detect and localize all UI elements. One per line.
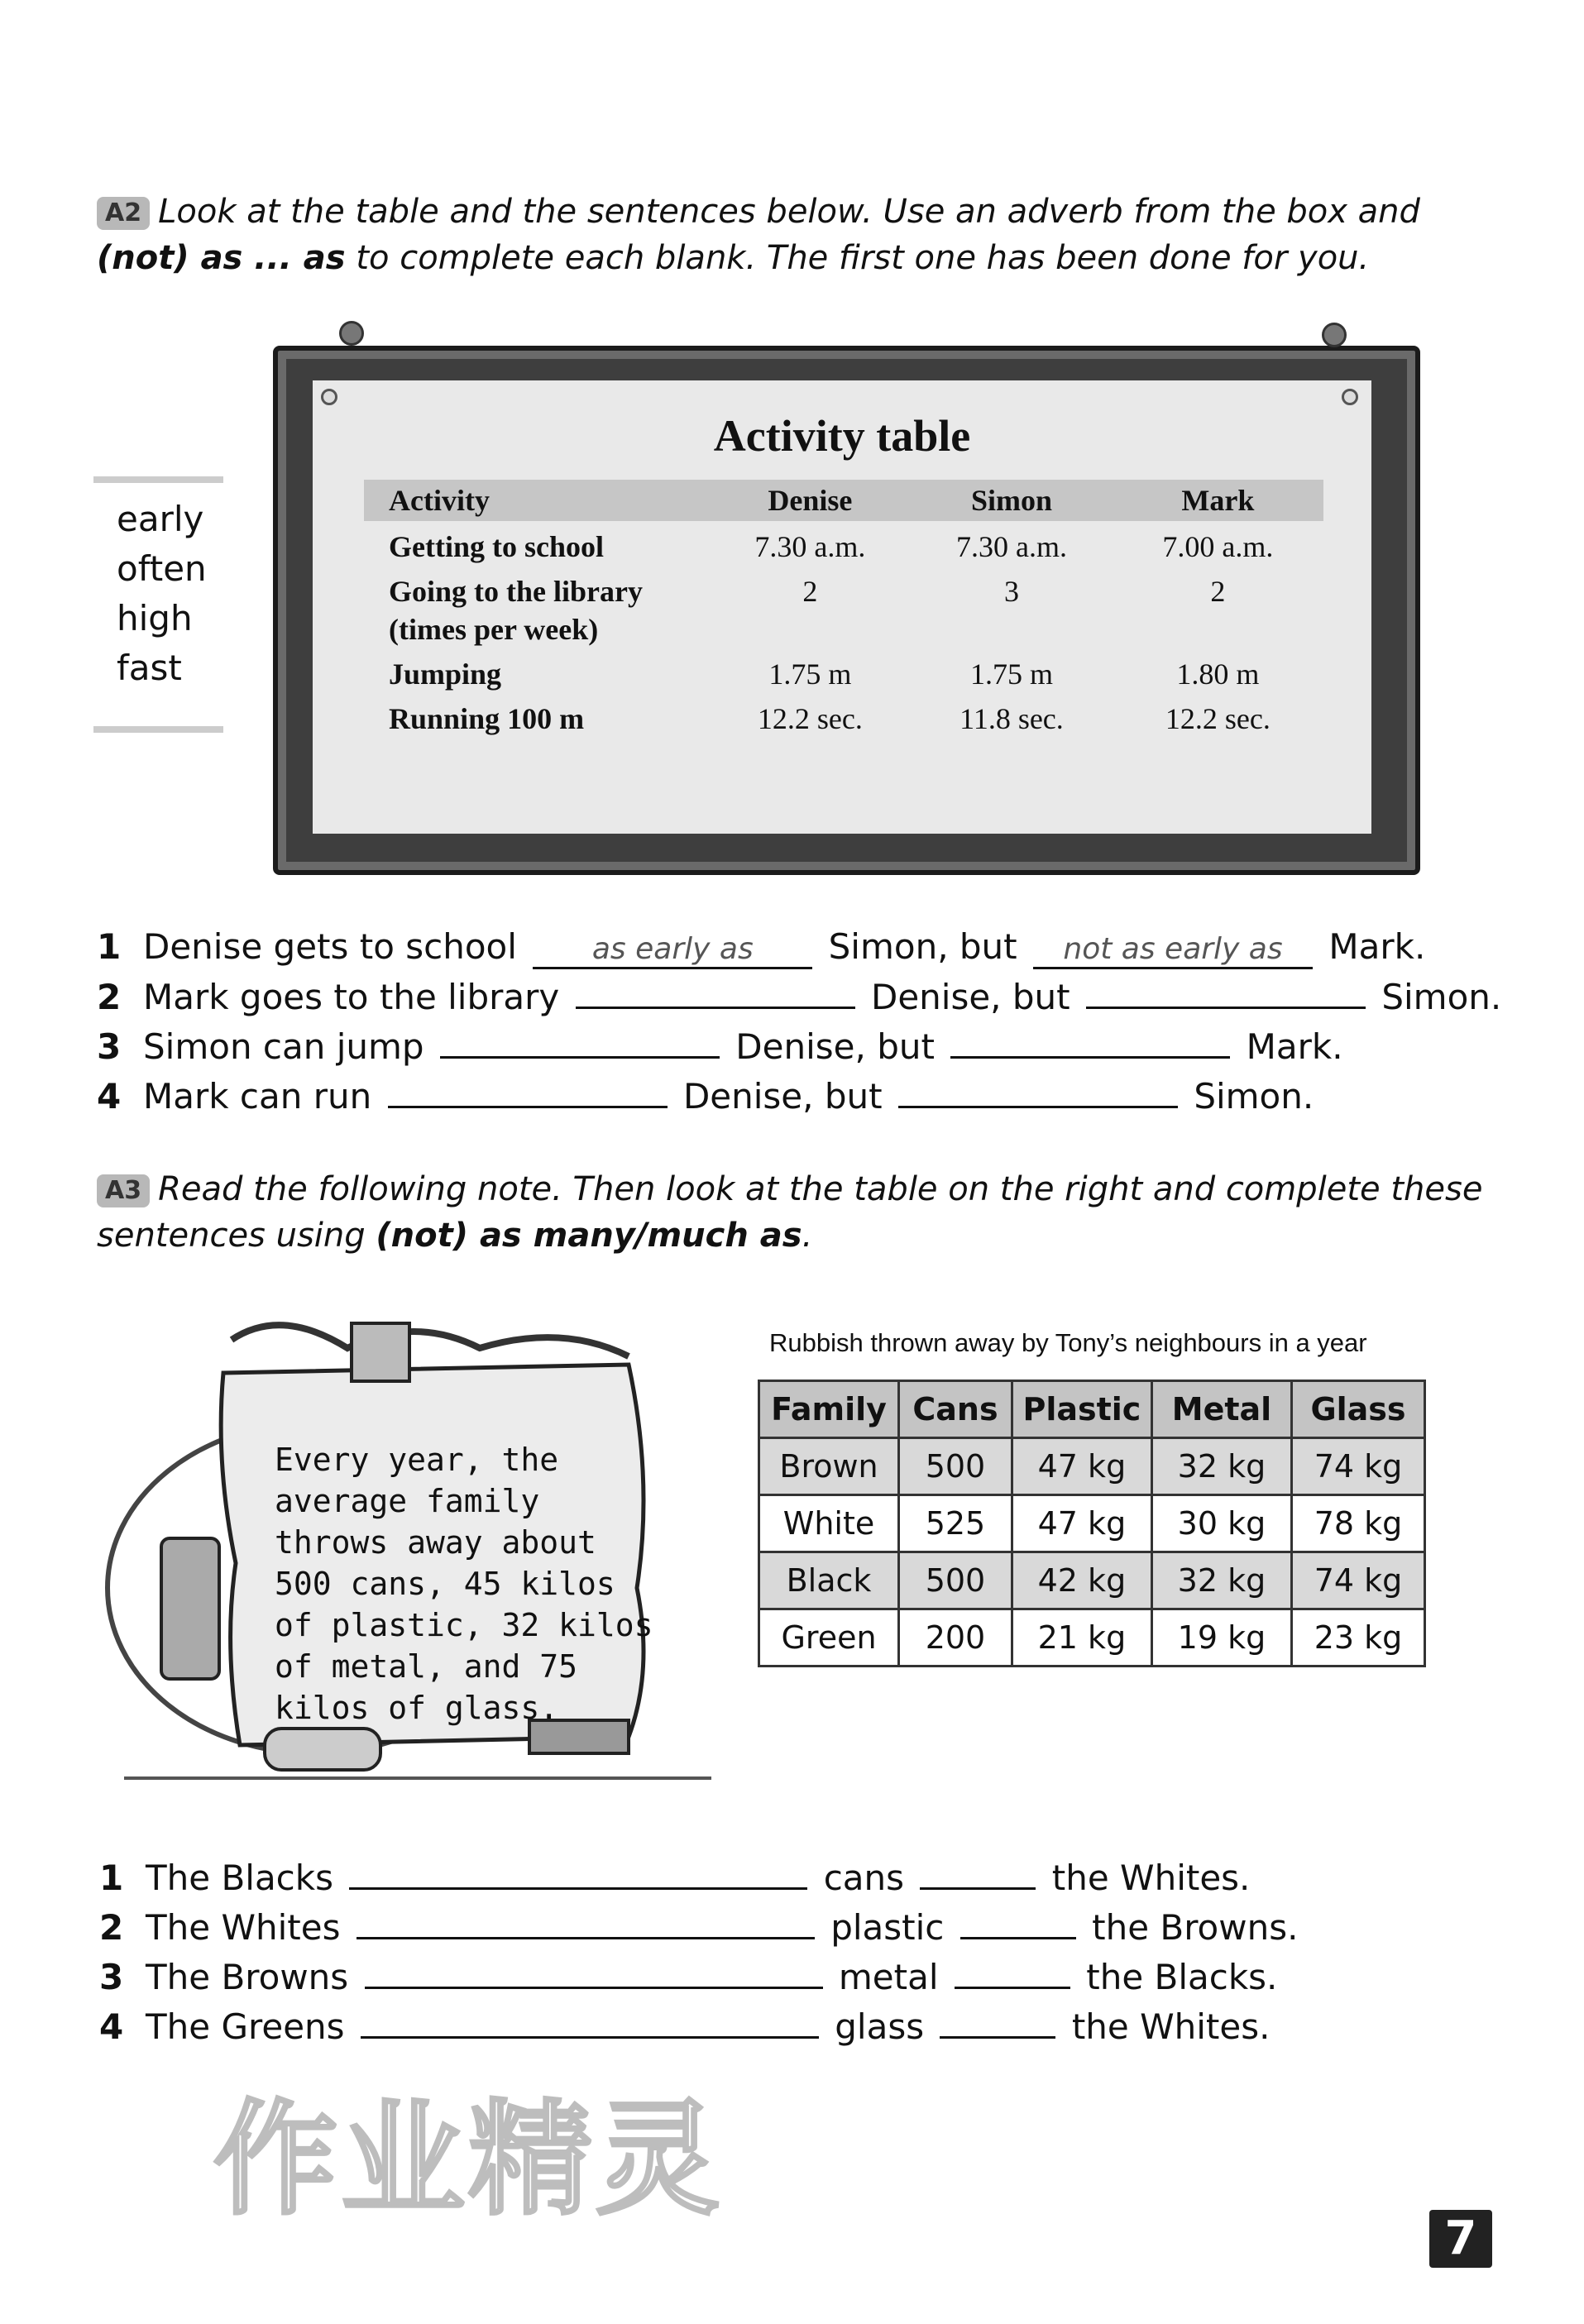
adverb-item: often <box>117 548 207 589</box>
sentence-middle: Simon, but <box>828 926 1017 967</box>
header-activity: Activity <box>364 480 710 521</box>
metal-cell: 30 kg <box>1151 1495 1291 1552</box>
mark-cell: 7.00 a.m. <box>1162 530 1274 563</box>
sentence-end: the Browns. <box>1092 1907 1299 1948</box>
a3-instruction <box>97 1166 1503 1259</box>
a2-instruction-line1: Look at the table and the sentences below. Use an adverb from the box and <box>158 193 1420 231</box>
activity-table-title: Activity table <box>713 411 971 461</box>
cans-cell: 200 <box>899 1609 1012 1666</box>
nail-right <box>1322 323 1347 347</box>
a3-sentence-1 <box>99 1853 1250 1903</box>
sentence-number: 2 <box>97 977 122 1017</box>
answer-blank-long[interactable] <box>361 2001 819 2039</box>
tin-can <box>352 1323 409 1381</box>
table-row <box>364 693 1323 738</box>
activity-cell <box>364 521 710 566</box>
sentence-number: 1 <box>99 1858 124 1898</box>
note-text: Every year, the average family throws away about 500 cans, 45 kilos of plastic, 32 kilos of metal, and 75 kilos of glass. <box>275 1442 653 1726</box>
mark-cell: 12.2 sec. <box>1165 702 1271 735</box>
metal-cell: 19 kg <box>1151 1609 1291 1666</box>
denise-cell: 1.75 m <box>768 658 852 691</box>
header-family: Family <box>759 1381 899 1438</box>
answer-blank[interactable] <box>576 972 855 1009</box>
glass-cell: 74 kg <box>1291 1552 1424 1609</box>
tube <box>265 1729 380 1770</box>
header-mark: Mark <box>1113 480 1323 521</box>
denise-cell: 12.2 sec. <box>757 702 863 735</box>
simon-cell: 3 <box>1003 575 1019 608</box>
answer-blank[interactable] <box>898 1071 1178 1108</box>
a2-sentence-4 <box>97 1071 1314 1121</box>
sentence-start: Denise gets to school <box>143 926 517 967</box>
glass-cell: 78 kg <box>1291 1495 1424 1552</box>
a2-sentence-3 <box>97 1021 1343 1072</box>
rubbish-table-caption: Rubbish thrown away by Tony’s neighbours in a year <box>769 1328 1367 1357</box>
sentence-middle: Denise, but <box>682 1076 883 1117</box>
activity-cell <box>364 693 710 738</box>
sentence-number: 3 <box>97 1026 122 1067</box>
answer-blank[interactable] <box>1086 972 1366 1009</box>
sentence-start: Simon can jump <box>143 1026 424 1067</box>
sentence-number: 3 <box>99 1957 124 1997</box>
plastic-cell: 21 kg <box>1012 1609 1151 1666</box>
a3-sentence-2 <box>99 1902 1298 1953</box>
sentence-word: metal <box>838 1957 939 1997</box>
family-cell: Green <box>759 1609 899 1666</box>
table-row <box>364 648 1323 693</box>
crumpled-rubbish-top <box>232 1325 629 1356</box>
sentence-word: plastic <box>830 1907 945 1948</box>
sentence-number: 1 <box>97 926 122 967</box>
sentence-word: glass <box>835 2006 925 2047</box>
a3-instruction-bold: (not) as many/much as <box>376 1217 802 1255</box>
a2-instruction-line2: to complete each blank. The first one has been done for you. <box>356 239 1370 277</box>
a3-instruction-line1: Read the following note. Then look at the table on the right and complete these <box>158 1170 1483 1208</box>
page-number: 7 <box>1429 2210 1492 2268</box>
answer-blank-short[interactable] <box>920 1853 1036 1890</box>
a2-badge: A2 <box>97 197 150 230</box>
sentence-start: The Blacks <box>146 1858 333 1898</box>
denise-cell: 2 <box>802 575 818 608</box>
nail-left <box>339 321 364 346</box>
cans-cell: 500 <box>899 1438 1012 1495</box>
answer-blank-short[interactable] <box>955 1952 1070 1989</box>
table-row <box>759 1609 1425 1666</box>
sentence-start: Mark goes to the library <box>143 977 560 1017</box>
mark-cell: 2 <box>1210 575 1226 608</box>
sentence-number: 4 <box>99 2006 124 2047</box>
a2-instruction <box>97 189 1503 281</box>
cans-cell: 525 <box>899 1495 1012 1552</box>
activity-label: Running 100 m <box>389 702 585 735</box>
sentence-number: 2 <box>99 1907 124 1948</box>
activity-label: Getting to school <box>389 530 604 563</box>
adverb-box <box>93 476 223 733</box>
activity-table <box>364 480 1323 738</box>
sentence-end: Simon. <box>1381 977 1502 1017</box>
activity-cell <box>364 566 710 648</box>
answer-blank-short[interactable] <box>940 2001 1055 2039</box>
table-row <box>364 521 1323 566</box>
a3-sentence-3 <box>99 1952 1277 2002</box>
adverb-item: high <box>117 598 193 638</box>
header-metal: Metal <box>1151 1381 1291 1438</box>
simon-cell: 11.8 sec. <box>959 702 1064 735</box>
answer-blank[interactable] <box>388 1071 668 1108</box>
cans-cell: 500 <box>899 1552 1012 1609</box>
sentence-end: the Whites. <box>1051 1858 1251 1898</box>
answer-blank-long[interactable] <box>349 1853 807 1890</box>
table-row <box>759 1495 1425 1552</box>
simon-cell: 1.75 m <box>969 658 1053 691</box>
family-cell: Black <box>759 1552 899 1609</box>
activity-label: Going to the library <box>389 575 643 608</box>
answer-blank[interactable] <box>440 1021 720 1059</box>
sentence-middle: Denise, but <box>870 977 1070 1017</box>
a2-sentence-2 <box>97 972 1501 1022</box>
sentence-word: cans <box>823 1858 905 1898</box>
screw-right <box>1342 389 1358 405</box>
sentence-number: 4 <box>97 1076 122 1117</box>
screw-left <box>321 389 337 405</box>
watermark: 作业精灵 <box>213 2088 724 2232</box>
family-cell: Brown <box>759 1438 899 1495</box>
sentence-end: Mark. <box>1328 926 1426 967</box>
header-cans: Cans <box>899 1381 1012 1438</box>
a3-instruction-line2: sentences using <box>97 1217 366 1255</box>
answer-blank-long[interactable] <box>357 1902 815 1939</box>
header-plastic: Plastic <box>1012 1381 1151 1438</box>
a3-badge: A3 <box>97 1174 150 1207</box>
adverb-item: fast <box>117 648 182 688</box>
family-cell: White <box>759 1495 899 1552</box>
table-row <box>364 566 1323 648</box>
answer-blank-long[interactable] <box>365 1952 823 1989</box>
sentence-middle: Denise, but <box>735 1026 935 1067</box>
sentence-end: Simon. <box>1194 1076 1314 1117</box>
simon-cell: 7.30 a.m. <box>955 530 1067 563</box>
table-row <box>759 1552 1425 1609</box>
header-simon: Simon <box>911 480 1113 521</box>
a3-instruction-end: . <box>802 1217 813 1255</box>
sentence-start: The Greens <box>146 2006 345 2047</box>
adverb-item: early <box>117 499 204 539</box>
sentence-end: the Whites. <box>1071 2006 1271 2047</box>
activity-sublabel: (times per week) <box>389 613 599 646</box>
bottle <box>161 1538 219 1679</box>
sentence-end: Mark. <box>1246 1026 1343 1067</box>
glass-cell: 23 kg <box>1291 1609 1424 1666</box>
plastic-cell: 47 kg <box>1012 1495 1151 1552</box>
sentence-start: Mark can run <box>143 1076 372 1117</box>
header-glass: Glass <box>1291 1381 1424 1438</box>
a2-instruction-bold: (not) as ... as <box>97 239 346 277</box>
a3-sentence-4 <box>99 2001 1270 2052</box>
plastic-cell: 42 kg <box>1012 1552 1151 1609</box>
rubbish-table <box>758 1380 1426 1667</box>
glass-cell: 74 kg <box>1291 1438 1424 1495</box>
header-denise: Denise <box>710 480 912 521</box>
answer-blank[interactable] <box>950 1021 1230 1059</box>
answer-blank[interactable]: as early as <box>533 932 812 969</box>
a2-sentence-1 <box>97 922 1425 972</box>
sentence-start: The Whites <box>146 1907 341 1948</box>
sentence-start: The Browns <box>146 1957 349 1997</box>
activity-label: Jumping <box>389 658 502 691</box>
activity-cell <box>364 648 710 693</box>
metal-cell: 32 kg <box>1151 1552 1291 1609</box>
plastic-cell: 47 kg <box>1012 1438 1151 1495</box>
answer-blank-short[interactable] <box>960 1902 1076 1939</box>
denise-cell: 7.30 a.m. <box>754 530 866 563</box>
answer-blank[interactable]: not as early as <box>1033 932 1313 969</box>
sentence-end: the Blacks. <box>1086 1957 1278 1997</box>
metal-cell: 32 kg <box>1151 1438 1291 1495</box>
table-row <box>759 1438 1425 1495</box>
mark-cell: 1.80 m <box>1176 658 1260 691</box>
